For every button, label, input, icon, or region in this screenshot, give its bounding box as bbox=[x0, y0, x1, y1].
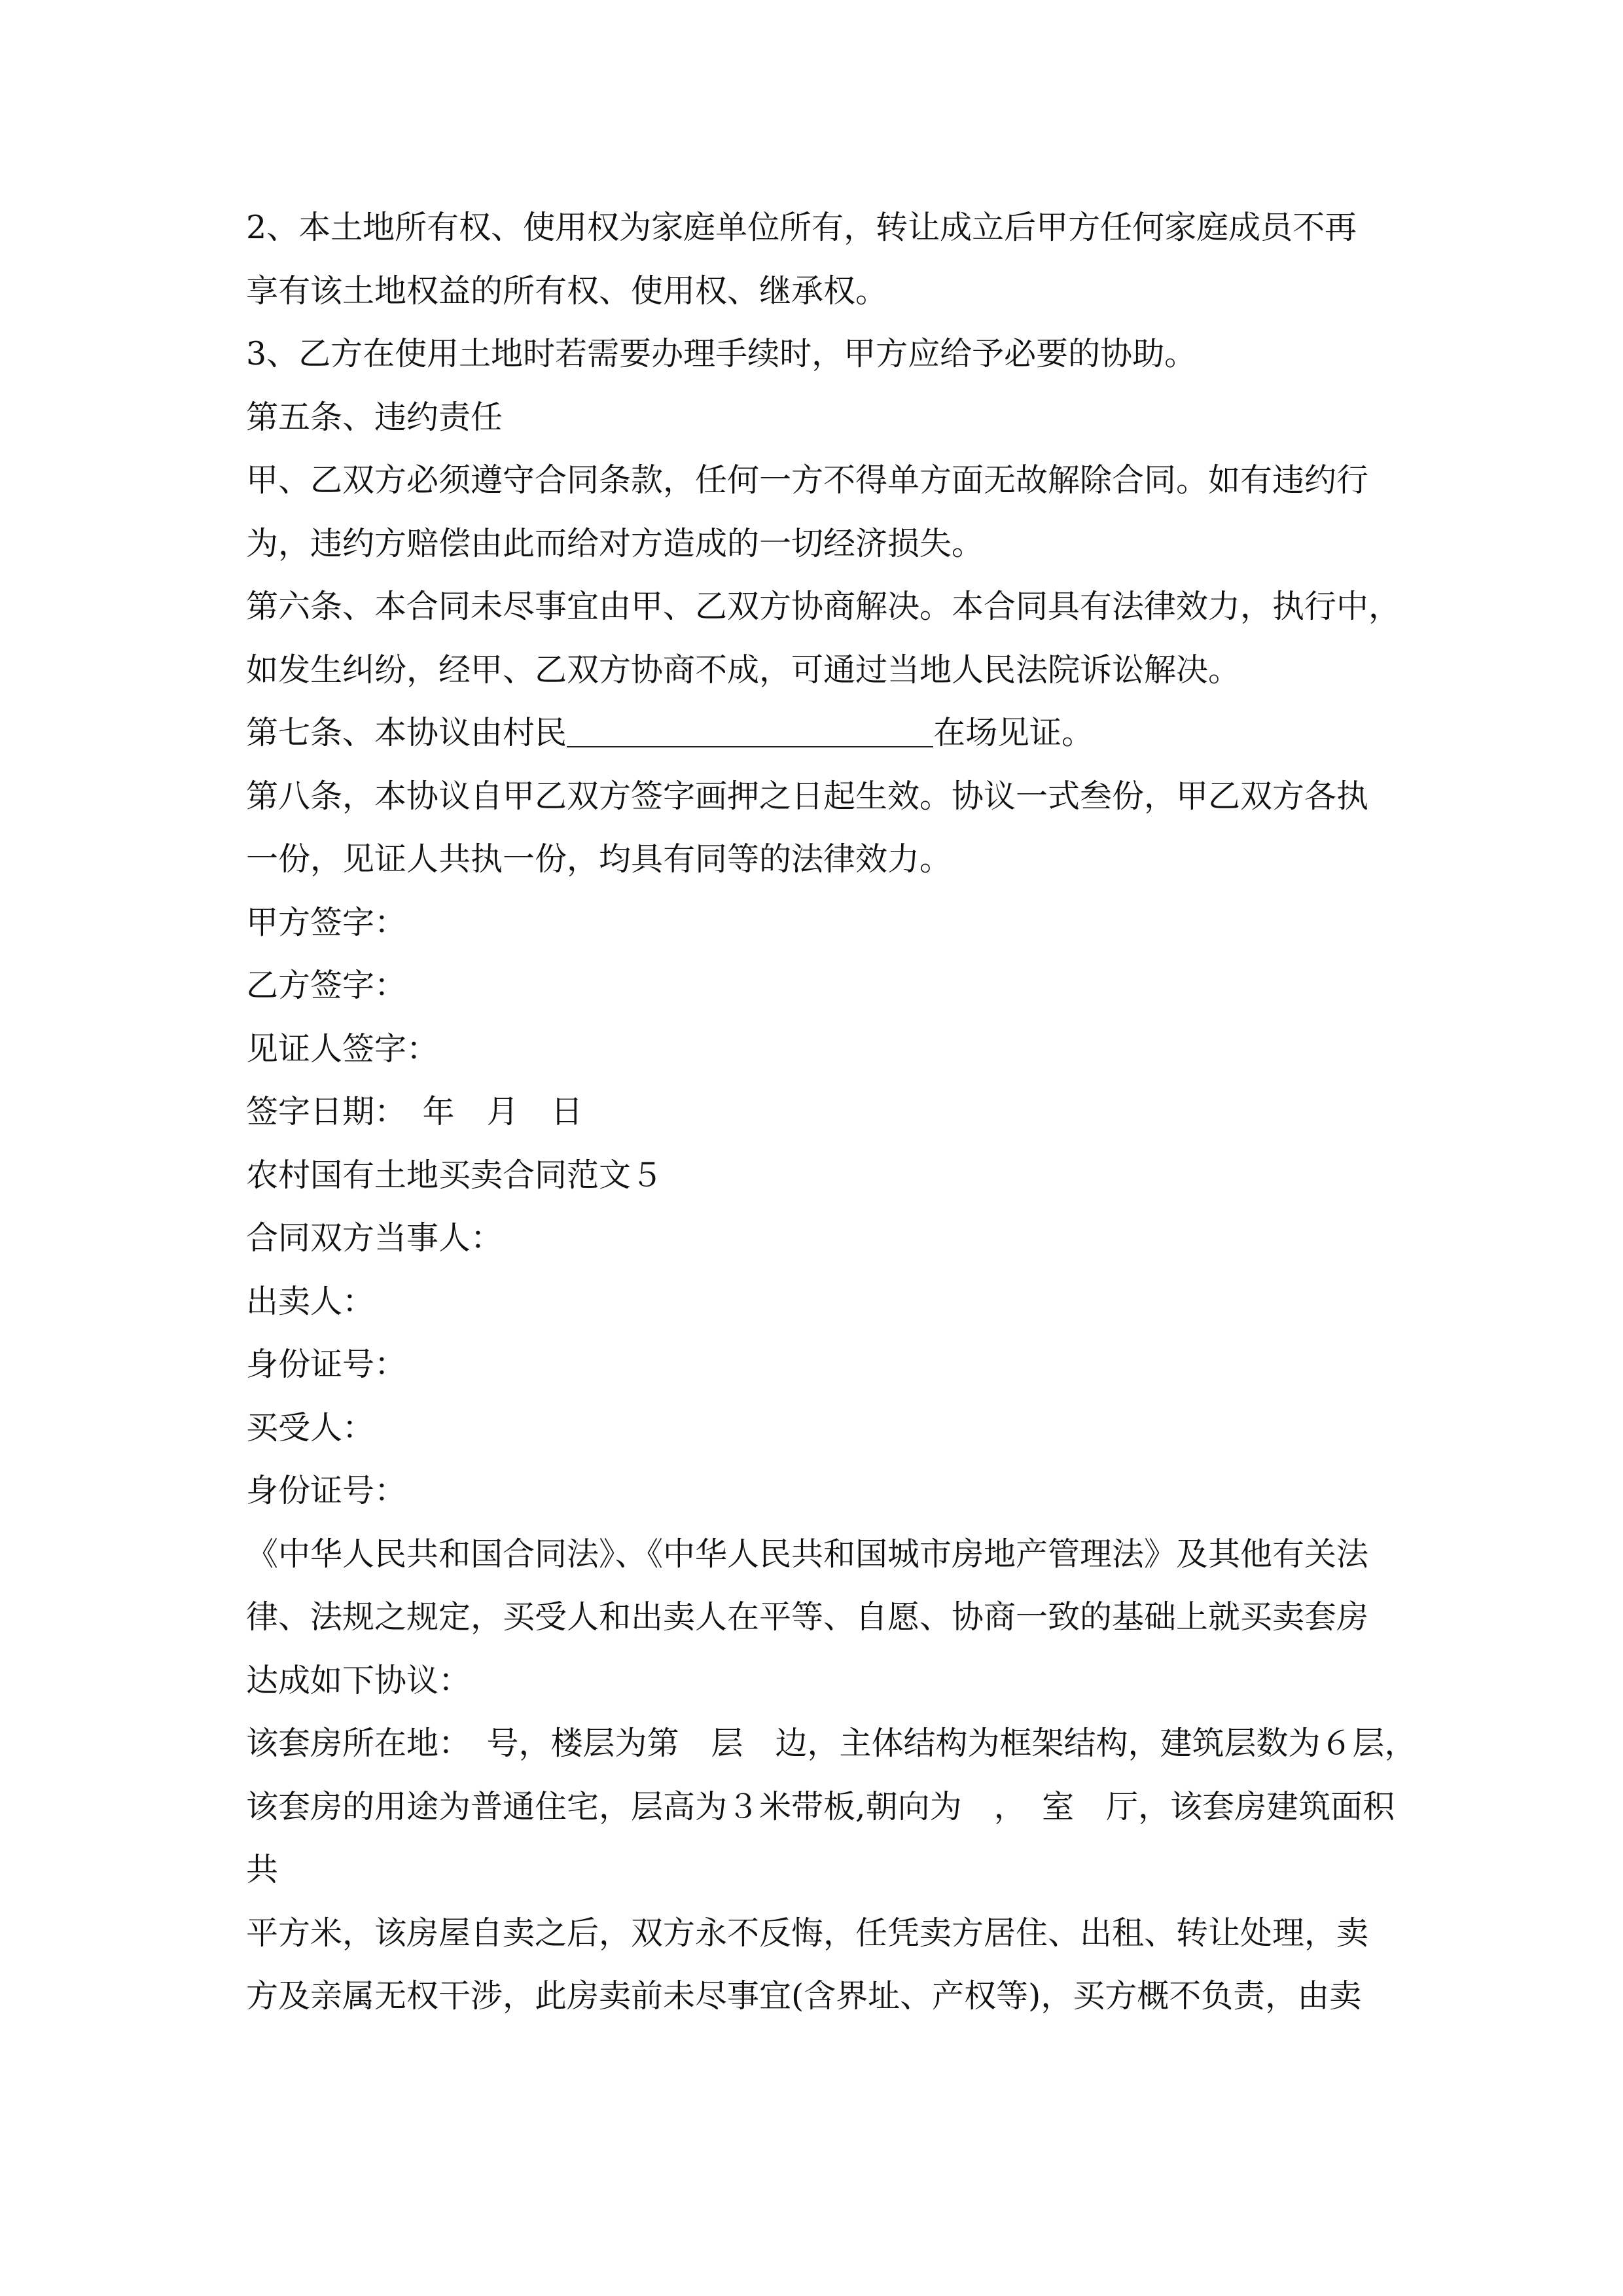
text-line: 第六条、本合同未尽事宜由甲、乙双方协商解决。本合同具有法律效力，执行中， bbox=[246, 588, 1401, 625]
text-line: 该套房所在地： 号，楼层为第 层 边，主体结构为框架结构，建筑层数为６层， bbox=[246, 1725, 1417, 1762]
party-a-signature-label: 甲方签字： bbox=[246, 903, 407, 941]
text-line: 平方米，该房屋自卖之后，双方永不反悔，任凭卖方居住、出租、转让处理，卖 bbox=[246, 1914, 1369, 1952]
party-b-signature-label: 乙方签字： bbox=[246, 967, 407, 1004]
contract-title: 农村国有土地买卖合同范文５ bbox=[246, 1156, 664, 1194]
text-line: 共 bbox=[246, 1851, 279, 1888]
seller-id-label: 身份证号： bbox=[246, 1346, 407, 1383]
text-line: 第八条，本协议自甲乙双方签字画押之日起生效。协议一式叁份，甲乙双方各执 bbox=[246, 777, 1369, 815]
document-body bbox=[246, 196, 1417, 2028]
witness-clause-suffix: 在场见证。 bbox=[933, 714, 1094, 751]
text-line: 合同双方当事人： bbox=[246, 1219, 503, 1257]
text-line: 方及亲属无权干涉，此房卖前未尽事宜(含界址、产权等)，买方概不负责，由卖 bbox=[246, 1977, 1362, 2015]
text-line: 2、本土地所有权、使用权为家庭单位所有，转让成立后甲方任何家庭成员不再 bbox=[246, 209, 1357, 246]
witness-name-blank bbox=[567, 746, 933, 747]
text-line: 达成如下协议： bbox=[246, 1661, 471, 1699]
witness-signature-label: 见证人签字： bbox=[246, 1030, 439, 1067]
witness-clause-prefix: 第七条、本协议由村民 bbox=[246, 714, 567, 751]
text-line: 一份，见证人共执一份，均具有同等的法律效力。 bbox=[246, 840, 952, 878]
text-line: 《中华人民共和国合同法》、《中华人民共和国城市房地产管理法》及其他有关法 bbox=[246, 1535, 1369, 1573]
text-line: 律、法规之规定，买受人和出卖人在平等、自愿、协商一致的基础上就买卖套房 bbox=[246, 1598, 1369, 1636]
section-heading: 第五条、违约责任 bbox=[246, 398, 503, 436]
text-line: 享有该土地权益的所有权、使用权、继承权。 bbox=[246, 272, 888, 310]
text-line: 为，违约方赔偿由此而给对方造成的一切经济损失。 bbox=[246, 524, 984, 562]
text-line: 如发生纠纷，经甲、乙双方协商不成，可通过当地人民法院诉讼解决。 bbox=[246, 651, 1241, 689]
seller-label: 出卖人： bbox=[246, 1282, 375, 1320]
text-line: 该套房的用途为普通住宅，层高为３米带板,朝向为 ， 室 厅，该套房建筑面积 bbox=[246, 1787, 1395, 1825]
buyer-label: 买受人： bbox=[246, 1408, 375, 1446]
witness-clause bbox=[246, 702, 1385, 765]
signature-date-label: 签字日期： 年 月 日 bbox=[246, 1093, 583, 1130]
text-line: 3、乙方在使用土地时若需要办理手续时，甲方应给予必要的协助。 bbox=[246, 335, 1197, 372]
buyer-id-label: 身份证号： bbox=[246, 1472, 407, 1509]
text-line: 甲、乙双方必须遵守合同条款，任何一方不得单方面无故解除合同。如有违约行 bbox=[246, 461, 1369, 499]
